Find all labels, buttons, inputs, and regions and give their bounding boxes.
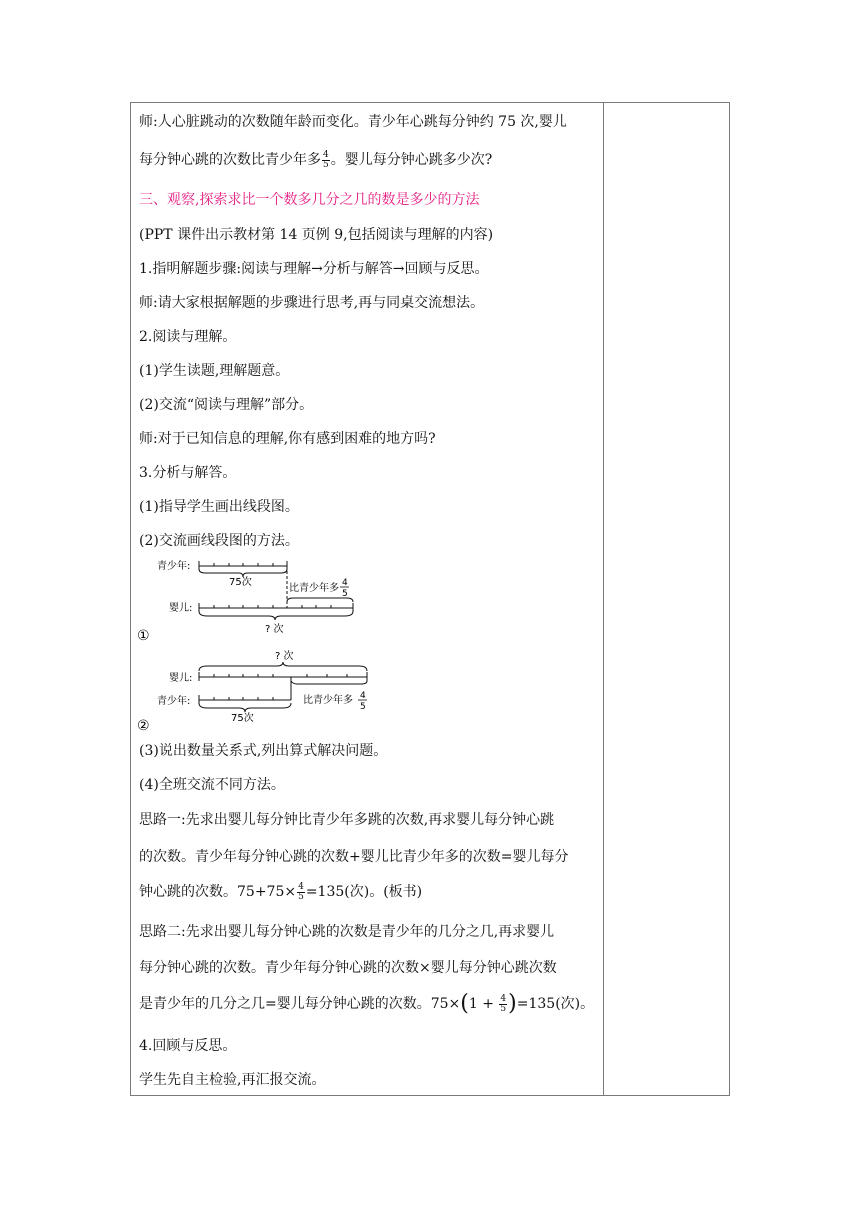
text-line: 学生先自主检验,再汇报交流。 — [139, 1072, 326, 1088]
text-line: 4.回顾与反思。 — [139, 1038, 237, 1054]
text-segment: 每分钟心跳的次数比青少年多 — [139, 152, 321, 168]
text-line: (2)交流“阅读与理解”部分。 — [139, 397, 314, 413]
diagram1-marker: ① — [137, 628, 150, 644]
diagram2-teen-value: 75次 — [231, 713, 254, 724]
text-line: 每分钟心跳的次数。青少年每分钟心跳的次数×婴儿每分钟心跳次数 — [139, 960, 557, 976]
text-line: 1.指明解题步骤:阅读与理解→分析与解答→回顾与反思。 — [139, 261, 489, 277]
line-segment-diagram-2 — [135, 648, 375, 738]
fraction-denominator: 5 — [298, 891, 304, 902]
text-line: (1)学生读题,理解题意。 — [139, 363, 290, 379]
fraction-numerator: 4 — [298, 881, 304, 892]
diagram2-baby-label: 婴儿: — [169, 673, 193, 684]
line-segment-diagram-1 — [135, 556, 375, 646]
diagram1-teen-label: 青少年: — [157, 561, 191, 572]
diagram1-baby-label: 婴儿: — [169, 603, 193, 614]
diagram2-frac-num: 4 — [360, 691, 366, 701]
fraction-numerator: 4 — [323, 149, 329, 160]
text-line: 3.分析与解答。 — [139, 465, 237, 481]
text-line: 2.阅读与理解。 — [139, 329, 237, 345]
section-heading: 三、观察,探索求比一个数多几分之几的数是多少的方法 — [139, 192, 480, 208]
diagram2-baby-value: ? 次 — [275, 651, 294, 662]
diagram1-baby-value: ? 次 — [265, 624, 284, 635]
text-segment: =135(次)。 — [516, 996, 595, 1012]
fraction-denominator: 5 — [500, 1003, 507, 1014]
formula-one-plus: 1 + — [468, 996, 499, 1012]
diagram2-teen-label: 青少年: — [157, 696, 191, 707]
text-line-with-fraction — [139, 150, 492, 170]
text-line: (3)说出数量关系式,列出算式解决问题。 — [139, 743, 388, 759]
text-segment: 钟心跳的次数。75+75× — [139, 884, 297, 900]
text-segment: =135(次)。(板书) — [305, 884, 423, 900]
fraction-numerator: 4 — [500, 993, 507, 1004]
fraction-denominator: 5 — [323, 159, 329, 170]
left-paren: ( — [460, 991, 469, 1016]
text-segment: 。婴儿每分钟心跳多少次? — [330, 152, 493, 168]
diagram1-frac-den: 5 — [342, 589, 348, 599]
right-paren: ) — [508, 991, 517, 1016]
text-line: 思路二:先求出婴儿每分钟心跳的次数是青少年的几分之几,再求婴儿 — [139, 924, 555, 940]
text-line: (4)全班交流不同方法。 — [139, 777, 285, 793]
diagram1-extra-label: 比青少年多 — [289, 583, 339, 594]
diagram2-extra-label: 比青少年多 — [303, 695, 353, 706]
diagram1-teen-value: 75次 — [229, 577, 252, 588]
text-line: (1)指导学生画出线段图。 — [139, 499, 299, 515]
text-line-with-formula — [139, 991, 595, 1016]
text-line: 思路一:先求出婴儿每分钟比青少年多跳的次数,再求婴儿每分钟心跳 — [139, 812, 555, 828]
text-line: 师:人心脏跳动的次数随年龄而变化。青少年心跳每分钟约 75 次,婴儿 — [139, 114, 567, 130]
text-line: 的次数。青少年每分钟心跳的次数+婴儿比青少年多的次数=婴儿每分 — [139, 849, 569, 865]
diagram1-frac-num: 4 — [342, 578, 348, 588]
diagram2-marker: ② — [137, 718, 150, 734]
text-line: 师:请大家根据解题的步骤进行思考,再与同桌交流想法。 — [139, 295, 485, 311]
fraction — [297, 883, 305, 902]
text-line: 师:对于已知信息的理解,你有感到困难的地方吗? — [139, 431, 436, 447]
fraction — [322, 151, 330, 170]
diagram2-frac-den: 5 — [360, 702, 366, 712]
fraction — [499, 995, 507, 1014]
text-line: (2)交流画线段图的方法。 — [139, 533, 299, 549]
table-column-divider — [603, 102, 604, 1096]
text-line-with-fraction — [139, 882, 422, 902]
text-line: (PPT 课件出示教材第 14 页例 9,包括阅读与理解的内容) — [139, 227, 494, 243]
text-segment: 是青少年的几分之几=婴儿每分钟心跳的次数。75× — [139, 996, 461, 1012]
